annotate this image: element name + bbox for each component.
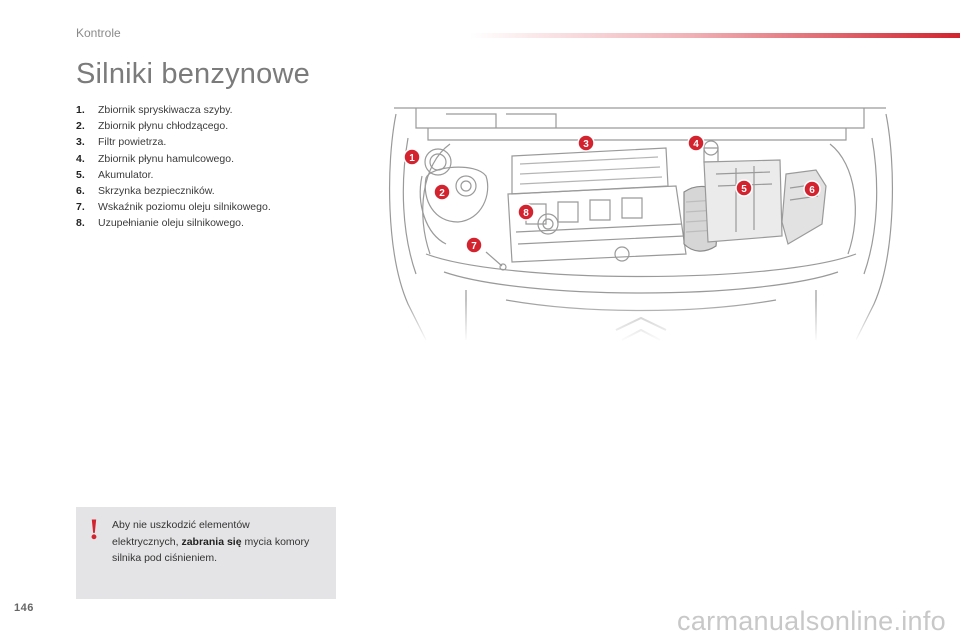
- legend-item: [76, 134, 271, 150]
- badge-1-label: 1: [409, 153, 415, 164]
- warning-text-bold: zabrania się: [181, 535, 242, 548]
- badge-7: [466, 237, 482, 253]
- legend-text: Zbiornik spryskiwacza szyby.: [98, 104, 233, 116]
- engine-bay-drawing: [386, 104, 896, 342]
- legend-number: 7.: [76, 201, 85, 214]
- legend-text: Zbiornik płynu chłodzącego.: [98, 120, 229, 133]
- legend-number: 2.: [76, 120, 85, 133]
- legend-item: [76, 102, 271, 118]
- badge-4-label: 4: [693, 139, 699, 150]
- warning-icon: !: [89, 513, 99, 546]
- badge-3-label: 3: [583, 139, 589, 150]
- legend-number: 6.: [76, 184, 85, 197]
- badge-7-label: 7: [471, 241, 477, 252]
- section-label: Kontrole: [76, 26, 121, 40]
- legend-text: Akumulator.: [98, 168, 154, 181]
- legend-number: 4.: [76, 152, 85, 165]
- legend-item: [76, 167, 271, 183]
- component-legend: [76, 102, 271, 232]
- warning-box: [76, 507, 336, 599]
- watermark: carmanualsonline.info: [677, 606, 946, 636]
- legend-number: 3.: [76, 136, 85, 149]
- badge-6: [804, 181, 820, 197]
- legend-number: 1.: [76, 104, 85, 116]
- warning-text: [112, 517, 318, 567]
- warning-text-start: Aby nie uszkodzić elementów elektrycznych,: [112, 519, 250, 548]
- badge-6-label: 6: [809, 185, 815, 196]
- badge-8-label: 8: [523, 208, 529, 219]
- legend-item: [76, 199, 271, 215]
- badge-5-label: 5: [741, 184, 747, 195]
- badge-8: [518, 204, 534, 220]
- header-accent-rule: [470, 33, 960, 38]
- badge-2-label: 2: [439, 188, 445, 199]
- legend-item: [76, 151, 271, 167]
- page-title: Silniki benzynowe: [76, 58, 310, 90]
- legend-text: Skrzynka bezpieczników.: [98, 184, 215, 197]
- badge-1: [404, 149, 420, 165]
- page-number: 146: [14, 602, 34, 614]
- legend-text: Zbiornik płynu hamulcowego.: [98, 152, 234, 165]
- legend-text: Uzupełnianie oleju silnikowego.: [98, 217, 244, 230]
- badge-2: [434, 184, 450, 200]
- engine-bay-illustration: [386, 104, 896, 342]
- legend-text: Wskaźnik poziomu oleju silnikowego.: [98, 201, 271, 214]
- legend-item: [76, 183, 271, 199]
- badge-3: [578, 135, 594, 151]
- legend-text: Filtr powietrza.: [98, 136, 167, 149]
- badge-5: [736, 180, 752, 196]
- legend-item: [76, 215, 271, 231]
- legend-number: 8.: [76, 217, 85, 230]
- badge-4: [688, 135, 704, 151]
- legend-item: [76, 118, 271, 134]
- legend-number: 5.: [76, 168, 85, 181]
- warning-text-end: mycia komory silnika pod ciśnieniem.: [112, 535, 310, 564]
